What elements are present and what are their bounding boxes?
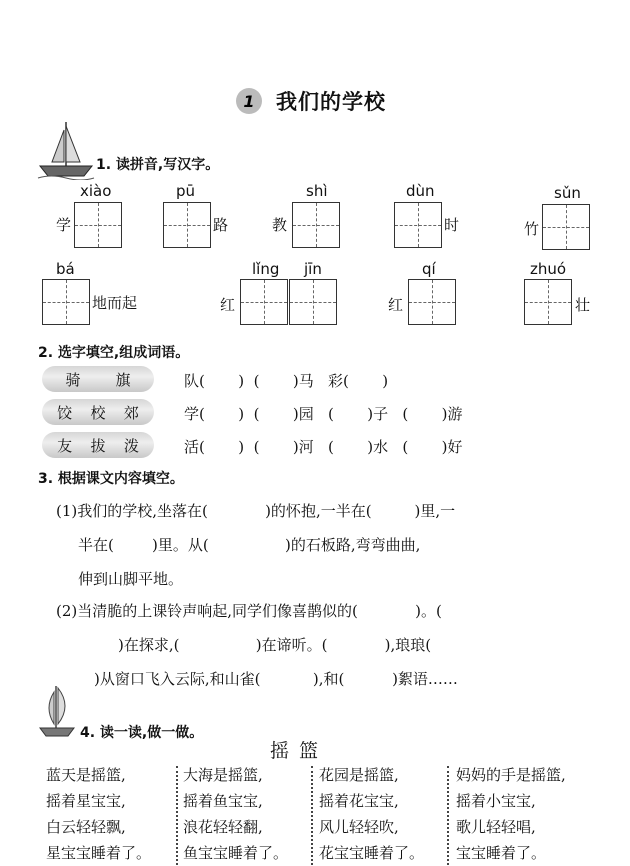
choice-char: 校: [90, 403, 106, 422]
text-line: (2)当清脆的上课铃声响起,同学们像喜鹊似的( )。(: [56, 602, 442, 620]
choice-char: 旗: [115, 370, 131, 389]
poem-line: 摇着小宝宝,: [456, 792, 536, 810]
poem-line: 摇着花宝宝,: [319, 792, 399, 810]
poem-line: 花园是摇篮,: [319, 766, 399, 784]
poem-stanza: [183, 762, 319, 866]
section-3-heading: 3. 根据课文内容填空。: [38, 471, 184, 487]
choice-char: 饺: [57, 403, 73, 422]
text-line: 伸到山脚平地。: [78, 570, 184, 588]
writing-grid[interactable]: [542, 204, 590, 250]
poem-stanza: [46, 762, 182, 866]
fill-blank-line: 活( ) ( )河 ( )水 ( )好: [184, 438, 463, 456]
text-line: (1)我们的学校,坐落在( )的怀抱,一半在( )里,一: [56, 502, 456, 520]
choice-chars-pill: [42, 432, 154, 458]
choice-char: 友: [57, 436, 73, 455]
writing-grid[interactable]: [289, 279, 337, 325]
writing-grid[interactable]: [163, 202, 211, 248]
poem-line: 星宝宝睡着了。: [46, 844, 152, 862]
poem-line: 摇着星宝宝,: [46, 792, 126, 810]
pinyin-label: qí: [422, 260, 436, 278]
hint-char: 竹: [524, 220, 540, 238]
pinyin-label: dùn: [406, 182, 435, 200]
choice-chars-pill: [42, 366, 154, 392]
choice-char: 泼: [123, 436, 139, 455]
sailboat-illustration: [36, 118, 96, 180]
page-title: 我们的学校: [276, 90, 386, 114]
pinyin-label: lǐng: [252, 260, 280, 278]
poem-line: 摇着鱼宝宝,: [183, 792, 263, 810]
section-1-heading: 1. 读拼音,写汉字。: [96, 157, 220, 173]
poem-line: 鱼宝宝睡着了。: [183, 844, 289, 862]
column-divider: [176, 766, 178, 865]
poem-line: 蓝天是摇篮,: [46, 766, 126, 784]
fill-blank-line: 学( ) ( )园 ( )子 ( )游: [184, 405, 463, 423]
column-divider: [311, 766, 313, 865]
fill-blank-line: 队( ) ( )马 彩( ): [184, 372, 389, 390]
poem-line: 风儿轻轻吹,: [319, 818, 399, 836]
section-4-heading: 4. 读一读,做一做。: [80, 725, 204, 741]
pinyin-label: xiào: [80, 182, 112, 200]
lesson-number-badge: 1: [236, 88, 262, 114]
hint-char: 时: [444, 216, 460, 234]
poem-line: 花宝宝睡着了。: [319, 844, 425, 862]
pinyin-label: sǔn: [554, 184, 581, 202]
hint-char: 地而起: [92, 294, 138, 312]
writing-grid[interactable]: [524, 279, 572, 325]
text-line: )在探求,( )在谛听。( ),琅琅(: [118, 636, 432, 654]
writing-grid[interactable]: [42, 279, 90, 325]
hint-char: 学: [56, 216, 72, 234]
section-2-heading: 2. 选字填空,组成词语。: [38, 345, 190, 361]
poem-title: 摇 篮: [270, 740, 321, 762]
hint-char: 红: [388, 296, 404, 314]
text-line: 半在( )里。从( )的石板路,弯弯曲曲,: [78, 536, 421, 554]
writing-grid[interactable]: [74, 202, 122, 248]
poem-line: 宝宝睡着了。: [456, 844, 547, 862]
writing-grid[interactable]: [292, 202, 340, 248]
writing-grid[interactable]: [240, 279, 288, 325]
hint-char: 壮: [575, 296, 591, 314]
choice-char: 拔: [90, 436, 106, 455]
poem-line: 浪花轻轻翻,: [183, 818, 263, 836]
pinyin-label: pū: [176, 182, 196, 200]
pinyin-label: shì: [306, 182, 328, 200]
choice-char: 郊: [123, 403, 139, 422]
hint-char: 教: [272, 216, 288, 234]
hint-char: 路: [213, 216, 229, 234]
pinyin-label: jīn: [304, 260, 322, 278]
pinyin-label: zhuó: [530, 260, 567, 278]
choice-char: 骑: [65, 370, 81, 389]
writing-grid[interactable]: [394, 202, 442, 248]
poem-line: 歌儿轻轻唱,: [456, 818, 536, 836]
poem-line: 白云轻轻飘,: [46, 818, 126, 836]
sailboat-illustration: [36, 680, 80, 740]
poem-line: 大海是摇篮,: [183, 766, 263, 784]
pinyin-label: bá: [56, 260, 75, 278]
text-line: )从窗口飞入云际,和山雀( ),和( )絮语……: [94, 670, 458, 688]
poem-stanza: [456, 762, 616, 866]
hint-char: 红: [220, 296, 236, 314]
poem-line: 妈妈的手是摇篮,: [456, 766, 566, 784]
column-divider: [447, 766, 449, 865]
writing-grid[interactable]: [408, 279, 456, 325]
choice-chars-pill: [42, 399, 154, 425]
lesson-header: [236, 86, 386, 116]
poem-stanza: [319, 762, 455, 866]
